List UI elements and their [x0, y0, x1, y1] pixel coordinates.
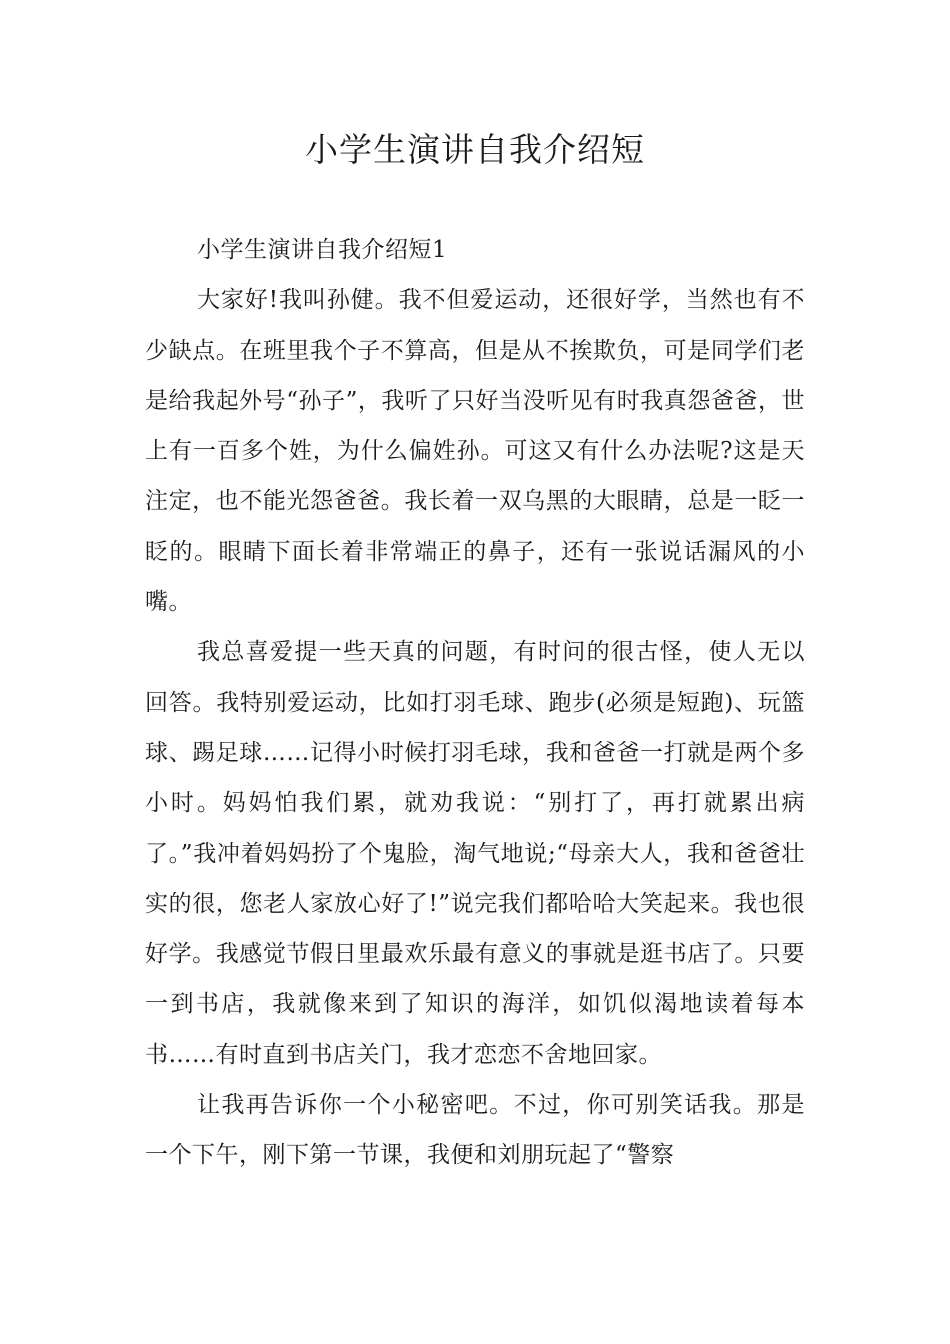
page-title: 小学生演讲自我介绍短 [305, 130, 645, 169]
document-body [145, 225, 805, 1181]
paragraph: 大家好!我叫孙健。我不但爱运动，还很好学，当然也有不少缺点。在班里我个子不算高，但是从不挨欺负，可是同学们老是给我起外号“孙子”，我听了只好当没听见有时我真怨爸爸，世上有一百多个姓，为什么偏姓孙。可这又有什么办法呢?这是天注定，也不能光怨爸爸。我长着一双乌黑的大眼睛，总是一眨一眨的。眼睛下面长着非常端正的鼻子，还有一张说话漏风的小嘴。 [145, 287, 805, 616]
paragraph: 我总喜爱提一些天真的问题，有时问的很古怪，使人无以回答。我特别爱运动，比如打羽毛球、跑步(必须是短跑)、玩篮球、踢足球……记得小时候打羽毛球，我和爸爸一打就是两个多小时。妈妈怕我们累，就劝我说：“别打了，再打就累出病了。”我冲着妈妈扮了个鬼脸，淘气地说;“母亲大人，我和爸爸壮实的很，您老人家放心好了!”说完我们都哈哈大笑起来。我也很好学。我感觉节假日里最欢乐最有意义的事就是逛书店了。只要一到书店，我就像来到了知识的海洋，如饥似渴地读着每本书……有时直到书店关门，我才恋恋不舍地回家。 [145, 639, 805, 1068]
paragraph: 让我再告诉你一个小秘密吧。不过，你可别笑话我。那是一个下午，刚下第一节课，我便和刘朋玩起了“警察 [145, 1092, 805, 1169]
section-heading: 小学生演讲自我介绍短1 [197, 237, 448, 263]
